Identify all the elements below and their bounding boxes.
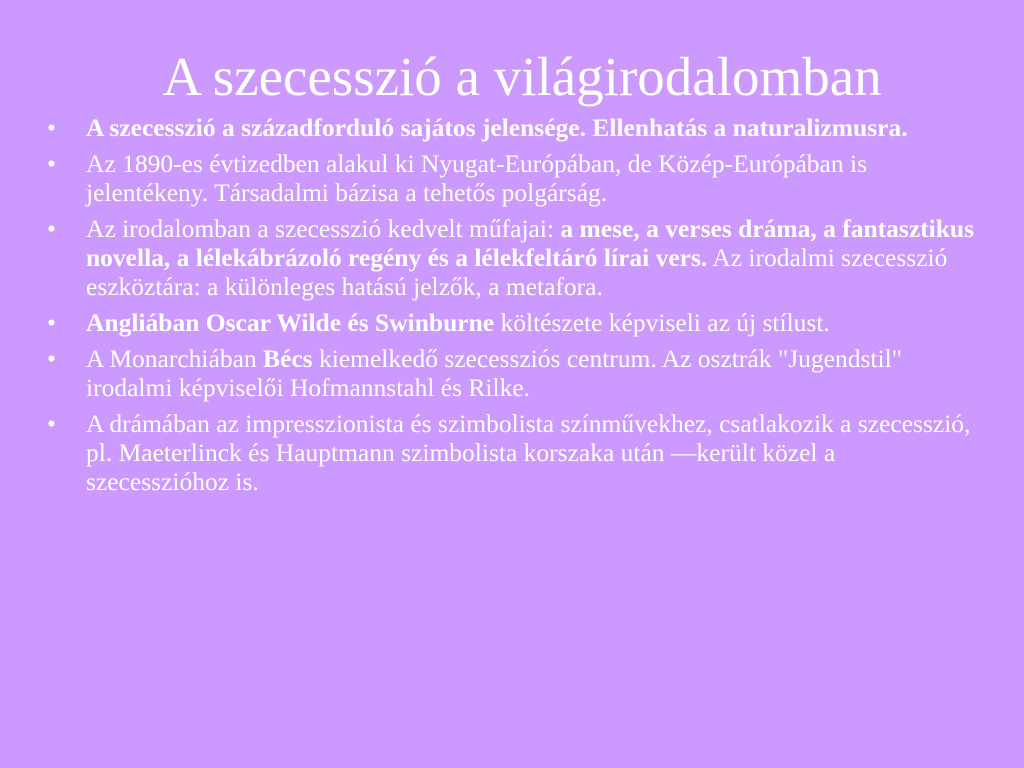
bullet-item	[47, 344, 977, 402]
bullet-text-bold: Angliában Oscar Wilde és Swinburne	[86, 308, 495, 337]
bullet-text: Az 1890-es évtizedben alakul ki Nyugat-Európában, de Közép-Európában is jelentékeny. Társadalmi bázisa a tehetős polgárság.	[86, 149, 868, 207]
bullet-text-bold: Bécs	[263, 344, 313, 373]
bullet-icon: •	[47, 344, 56, 373]
bullet-icon: •	[47, 308, 56, 337]
bullet-text: A Monarchiában	[86, 344, 264, 373]
bullet-icon: •	[47, 409, 56, 438]
bullet-text: A drámában az impresszionista és szimbolista színművekhez, csatlakozik a szecesszió, pl. Maeterlinck és Hauptmann szimbolista korszaka után —került közel a szecesszióhoz is.	[86, 409, 971, 496]
bullet-item	[47, 214, 977, 301]
bullet-icon: •	[47, 149, 56, 178]
bullet-list	[47, 113, 977, 503]
bullet-item	[47, 409, 977, 496]
bullet-item	[47, 149, 977, 207]
bullet-text: költészete képviseli az új stílust.	[494, 308, 830, 337]
bullet-item	[47, 113, 977, 142]
bullet-text: Az irodalomban a szecesszió kedvelt műfajai:	[86, 214, 561, 243]
bullet-text-bold: A szecesszió a századforduló sajátos jelensége. Ellenhatás a naturalizmusra.	[86, 113, 908, 142]
bullet-item	[47, 308, 977, 337]
bullet-text: kiemelkedő szecessziós centrum. Az osztrák "Jugendstil" irodalmi képviselői Hofmannstahl és Rilke.	[86, 344, 903, 402]
bullet-text-bold: a mese, a verses dráma, a fantasztikus novella, a lélekábrázoló regény és a lélekfeltáró lírai vers.	[86, 214, 975, 272]
bullet-text: Az irodalmi szecesszió eszköztára: a különleges hatású jelzők, a metafora.	[86, 243, 948, 301]
bullet-icon: •	[47, 113, 56, 142]
slide-title: A szecesszió a világirodalomban	[162, 46, 882, 107]
bullet-icon: •	[47, 214, 56, 243]
